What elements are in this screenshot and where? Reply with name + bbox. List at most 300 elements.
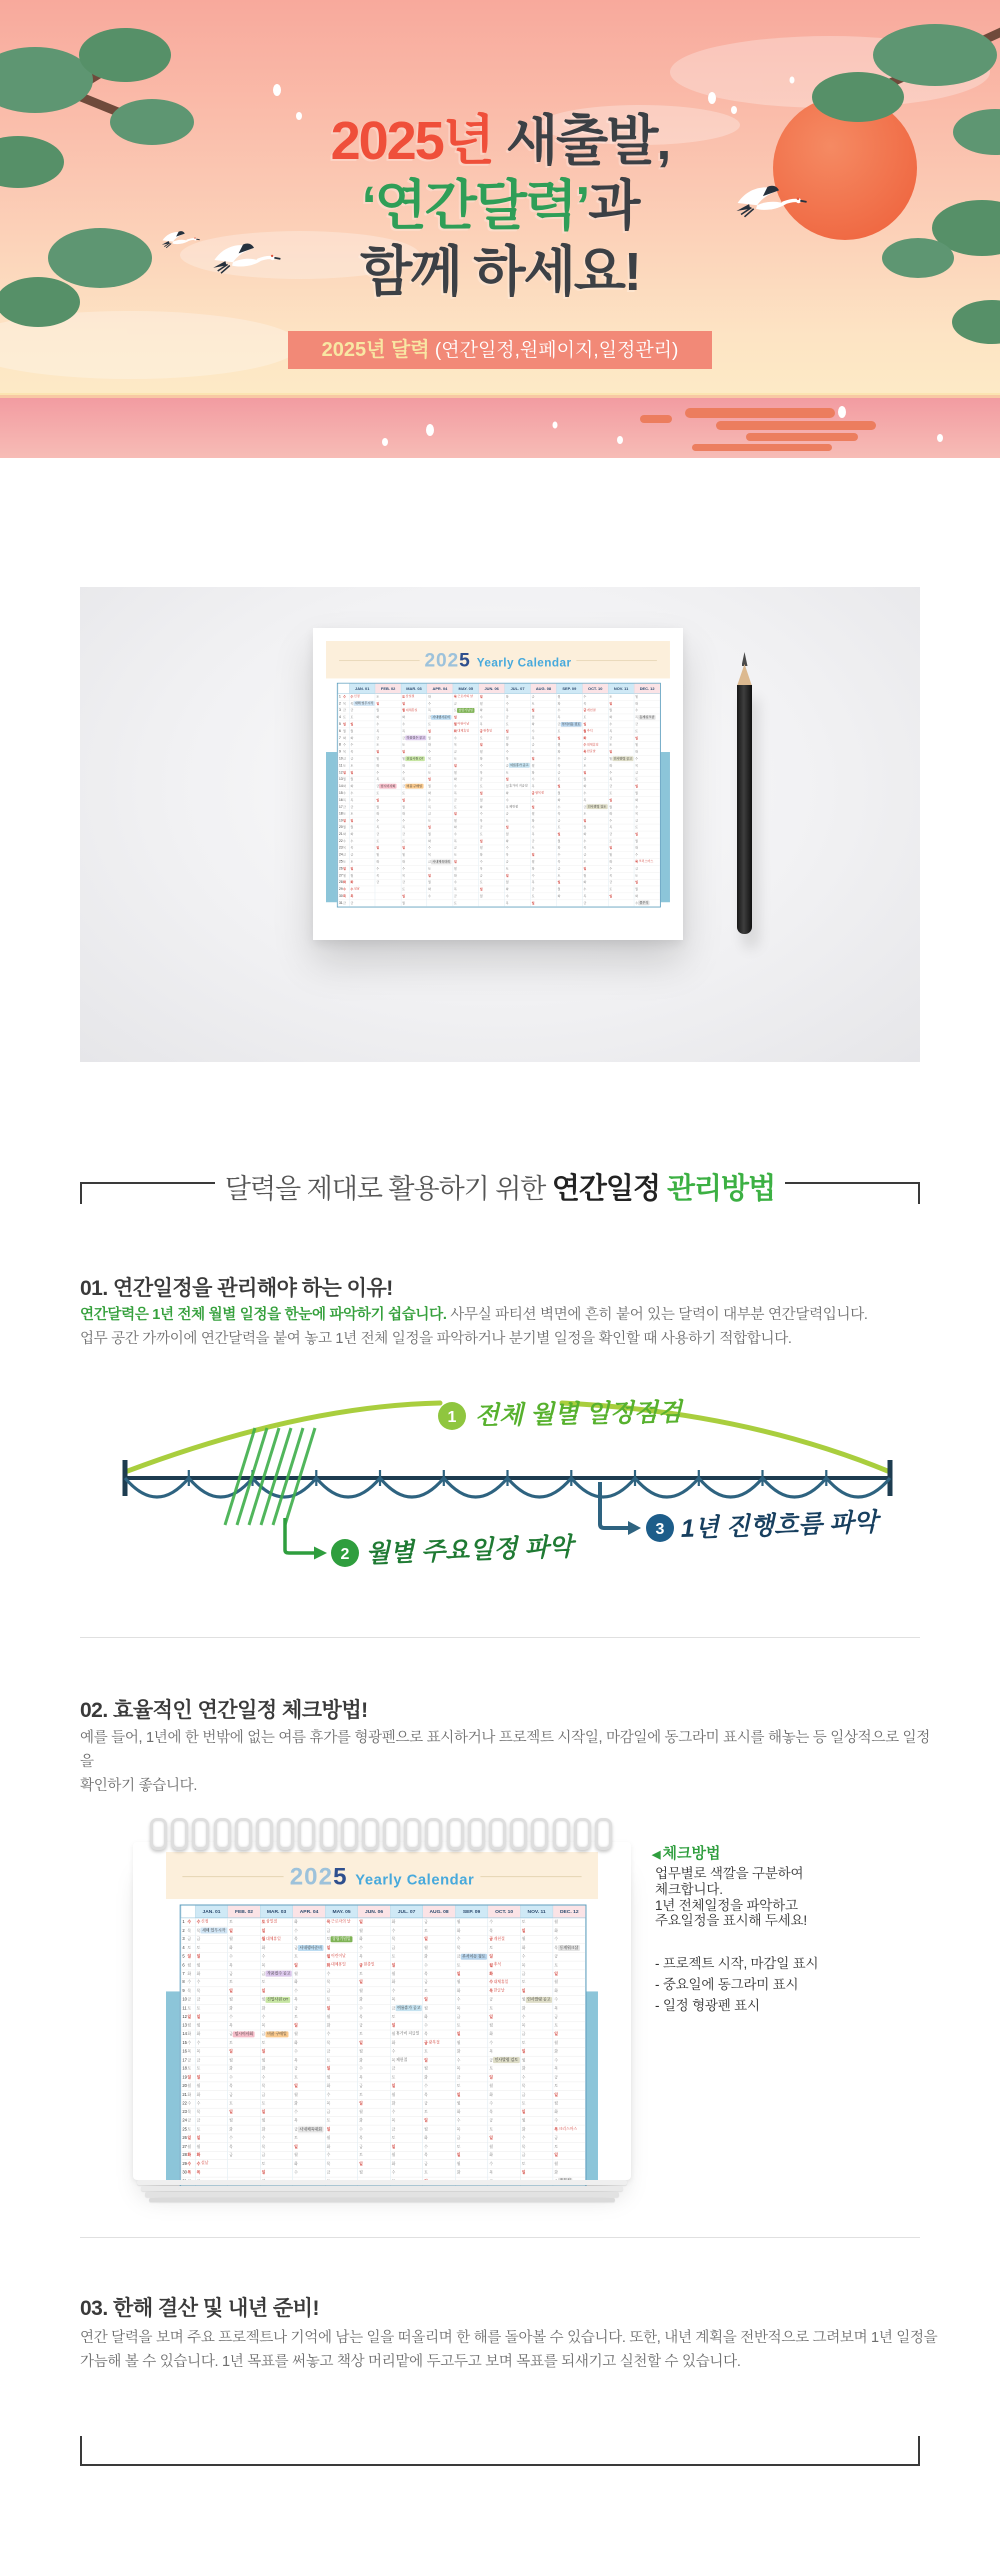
calendar-event: 근로자의 날 [331,1919,351,1924]
calendar-cell: 토 [228,2099,261,2108]
calendar-cell: 수 [634,707,660,714]
calendar-cell: 일 [423,1935,456,1944]
calendar-cell: 일 [195,1952,228,1961]
calendar-cell: 수 [530,728,556,735]
calendar-cell: 목 [260,2022,293,2031]
calendar-cell: 일 [488,2134,521,2143]
calendar-cell: 수 [358,2004,391,2013]
calendar-cell: 금 [349,755,375,762]
calendar-cell: 목 [520,2142,553,2151]
day-number-cell: 2 목 [181,1927,195,1936]
calendar-cell: 일 [553,2091,586,2100]
calendar-cell: 목 [349,845,375,852]
calendar-cell: 월 [479,700,505,707]
calendar-cell: 화 [358,1935,391,1944]
calendar-cell: 토 [488,2004,521,2013]
calendar-cell: 수 [293,1927,326,1936]
calendar-event: 광복절 [535,791,544,795]
calendar-cell: 금 [530,742,556,749]
yearly-calendar-artwork [166,1852,598,2180]
calendar-cell: 목 [325,1978,358,1987]
month-header: JUL. 07 [390,1906,423,1918]
calendar-cell: 화 [634,700,660,707]
calendar-cell: 월 [423,2004,456,2013]
calendar-cell: 수 [520,2134,553,2143]
calendar-event: 비품 구매일 [406,784,423,788]
calendar-cell: 일 [453,810,479,817]
calendar-cell: 수 신정 [349,693,375,700]
calendar-cell: 수 [427,893,453,900]
calendar-cell: 금 [375,879,401,886]
calendar-cell: 수 [455,1996,488,2005]
calendar-cell: 월 [556,790,582,797]
calendar-cell: 토 [423,2108,456,2117]
calendar-cell: 목 동계워크샵 [634,714,660,721]
calendar-cell: 월 [453,769,479,776]
calendar-event: 새해 업무시작 [354,702,374,706]
calendar-year-digit: 2 [424,649,437,672]
calendar-cell: 월 [634,742,660,749]
calendar-cell: 월 [608,707,634,714]
calendar-cell: 금 [453,797,479,804]
calendar-cell: 일 [479,886,505,893]
calendar-event: 개천절 [586,708,596,712]
calendar-cell: 목 [423,2091,456,2100]
calendar-row [181,2073,585,2082]
calendar-row [338,776,660,783]
calendar-cell: 목 [488,2108,521,2117]
calendar-cell: 목 [293,1996,326,2005]
calendar-cell: 수 [488,2039,521,2048]
calendar-cell: 금 [401,879,427,886]
calendar-cell: 금 [228,2091,261,2100]
calendar-cell: 월 [520,2117,553,2126]
calendar-cell: 토 [520,2039,553,2048]
calendar-row [181,2022,585,2031]
calendar-cell: 목 [556,714,582,721]
calendar-cell: 목 한글날 [488,1987,521,1996]
circle-1-number: 1 [447,1409,457,1426]
spiral-ring-icon [362,1818,379,1850]
calendar-cell: 화 [375,762,401,769]
calendar-cell: 일 [582,769,608,776]
calendar-cell: 토 [358,2151,391,2160]
calendar-cell: 금 [553,2013,586,2022]
page-title-green: 관리방법 [667,1173,776,1205]
calendar-cell: 화 [260,2125,293,2134]
calendar-row [181,2151,585,2160]
calendar-cell: 금 [553,1952,586,1961]
calendar-cell: 토 [556,872,582,879]
check-method-items [655,1953,955,2016]
calendar-cell: 월 [556,742,582,749]
calendar-cell: 목 [427,852,453,859]
calendar-row [181,2013,585,2022]
calendar-row [338,790,660,797]
calendar-cell: 토 [228,2039,261,2048]
calendar-cell: 목 [455,2125,488,2134]
calendar-cell: 월 신입사원 OT [401,755,427,762]
calendar-row [181,2030,585,2039]
calendar-cell: 수 [505,700,531,707]
calendar-row [181,2065,585,2074]
calendar-event: 대체휴일 [266,1937,281,1941]
calendar-cell: 목 [520,2022,553,2031]
calendar-cell: 수 [390,2047,423,2056]
month-header: MAY. 05 [453,684,479,694]
calendar-cell: 수 [349,790,375,797]
calendar-cell: 금 [553,2134,586,2143]
calendar-cell: 목 [228,2022,261,2031]
month-header: NOV. 11 [520,1906,553,1918]
day-number-cell: 22수 [338,838,349,845]
calendar-event: 동계워크샵 [639,715,655,719]
bracket-bottom-right-corner [918,2436,920,2466]
spiral-ring-icon [214,1818,231,1850]
calendar-cell: 토 [608,742,634,749]
calendar-cell: 토 [401,790,427,797]
calendar-cell: 수 [530,824,556,831]
calendar-cell: 수 [530,872,556,879]
calendar-cell: 목 [520,1961,553,1970]
day-number-cell: 25토 [181,2125,195,2134]
calendar-row [338,893,660,900]
calendar-cell: 화 [488,1970,521,1979]
calendar-cell: 수 [634,852,660,859]
calendar-year-digit: 0 [304,1862,319,1890]
section1-line1 [80,1303,940,1327]
calendar-cell: 금 사내행사준비 [293,1944,326,1953]
calendar-cell: 목 [488,2047,521,2056]
calendar-title [326,650,670,672]
calendar-cell: 월 [582,776,608,783]
section3-paragraph [80,2326,940,2374]
calendar-cell: 금 [520,2030,553,2039]
calendar-cell: 금 [455,2134,488,2143]
calendar-cell: 일 [427,824,453,831]
spiral-ring-icon [383,1818,400,1850]
calendar-cell: 토 [358,1970,391,1979]
calendar-cell: 화 [375,714,401,721]
calendar-cell: 화 [427,742,453,749]
calendar-cell: 금 [505,810,531,817]
calendar-cell: 월 [260,2056,293,2065]
calendar-cell: 목 [634,762,660,769]
calendar-cell: 토 [505,721,531,728]
calendar-cell: 일 [505,728,531,735]
calendar-cell: 화 [479,755,505,762]
calendar-cell: 수 [401,865,427,872]
calendar-cell: 토 [634,872,660,879]
calendar-cell: 일 [488,2013,521,2022]
calendar-cell: 화 [553,2168,586,2177]
calendar-cell: 화 [325,2082,358,2091]
calendar-cell [427,900,453,907]
calendar-cell: 일 [453,859,479,866]
section1-heading: 01. 연간일정을 관리해야 하는 이유! [80,1277,393,1300]
calendar-cell: 수 [195,1978,228,1987]
calendar-cell: 월 [195,2022,228,2031]
calendar-cell: 일 [427,776,453,783]
calendar-cell: 목 [505,852,531,859]
yearly-calendar-small [326,641,670,905]
calendar-cell: 수 [423,2022,456,2031]
page-edge-3 [145,2192,619,2197]
calendar-cell: 목 [453,742,479,749]
calendar-cell: 금 [293,2004,326,2013]
calendar-cell: 월 [455,2099,488,2108]
calendar-cell: 일 [293,1961,326,1970]
calendar-cell: 화 [530,865,556,872]
calendar-cell: 목 [401,776,427,783]
calendar-event: 대체휴일 [493,1980,509,1985]
calendar-cell: 토 [479,879,505,886]
page-title-gray: 달력을 제대로 활용하기 위한 [224,1174,552,1204]
calendar-cell: 일 [293,2082,326,2091]
calendar-cell: 수 [390,2108,423,2117]
calendar-cell: 금 [195,2056,228,2065]
calendar-cell: 일 [260,2168,293,2177]
calendar-event: 휴가비 지급일 [396,2032,420,2036]
calendar-event: 어린이날 [457,722,470,726]
calendar-cell: 수 [505,845,531,852]
calendar-cell: 화 [556,845,582,852]
calendar-cell: 수 [427,748,453,755]
calendar-event: 창립기념일 [458,708,474,713]
calendar-cell: 화 [195,2091,228,2100]
calendar-cell: 금 [375,735,401,742]
calendar-cell: 목 [553,2004,586,2013]
calendar-cell: 월 대체휴일 [401,707,427,714]
calendar-cell: 화 [390,1918,423,1927]
calendar-cell: 월 [634,886,660,893]
calendar-cell: 목 [195,2168,228,2177]
calendar-row [338,838,660,845]
calendar-cell: 수 [505,748,531,755]
calendar-cell: 금 개천절 [582,707,608,714]
calendar-cell: 월 어린이날 [453,721,479,728]
calendar-cell: 일 [553,2030,586,2039]
calendar-cell: 화 [479,804,505,811]
calendar-cell: 금 [608,879,634,886]
banner-title-line3: 함께 하세요! [360,242,640,302]
calendar-event: 작품접수 공고 [267,1971,291,1976]
calendar-product-button[interactable] [288,331,712,369]
calendar-event: 대체휴일 [405,708,418,712]
calendar-cell: 금 [325,2047,358,2056]
calendar-cell: 수 [423,2082,456,2091]
section2-line2: 확인하기 좋습니다. [80,1778,198,1794]
calendar-cell: 토 [553,2142,586,2151]
calendar-row [338,859,660,866]
calendar-cell: 금 [520,2151,553,2160]
month-header: APR. 04 [293,1906,326,1918]
day-number-cell: 17금 [338,804,349,811]
calendar-cell: 월 [455,1918,488,1927]
calendar-cell: 일 [401,700,427,707]
calendar-cell: 월 [260,2117,293,2126]
calendar-cell: 금 [479,872,505,879]
calendar-cell: 목 [582,845,608,852]
circle-2-number: 2 [340,1546,350,1563]
calendar-cell: 수 [455,2056,488,2065]
calendar-cell: 목 [488,2168,521,2177]
calendar-cell: 일 [479,790,505,797]
calendar-cell: 목 한글날 [582,748,608,755]
calendar-cell: 금 [479,824,505,831]
calendar-cell: 일 [228,1987,261,1996]
calendar-event: 신입사원 OT [267,1997,289,2002]
calendar-cell: 화 [455,2047,488,2056]
calendar-cell: 금 여름휴가 공고 [505,763,529,768]
calendar-cell: 목 [608,872,634,879]
calendar-cell: 토 삼일절 [260,1918,293,1927]
calendar-event: 광복절 [428,2040,440,2045]
calendar-cell: 화 [520,2004,553,2013]
calendar-cell: 수 [505,797,531,804]
calendar-cell: 수 [390,2168,423,2177]
calendar-cell: 월 [453,817,479,824]
calendar-cell: 금 [520,2091,553,2100]
calendar-cell: 일 [358,1978,391,1987]
calendar-cell: 토 [349,810,375,817]
calendar-cell: 토 [455,2022,488,2031]
calendar-cell: 수 [556,755,582,762]
calendar-cell: 토 [634,776,660,783]
calendar-cell: 화 [453,824,479,831]
calendar-cell: 수 [453,879,479,886]
day-number-cell: 27월 [181,2142,195,2151]
spiral-ring-icon [256,1818,273,1850]
calendar-header-band [166,1852,598,1899]
calendar-cell: 목 [260,2082,293,2091]
calendar-cell: 토 [553,2022,586,2031]
calendar-cell: 일 [358,1918,391,1927]
calendar-cell: 일 [358,2099,391,2108]
calendar-cell: 화 [293,2160,326,2169]
calendar-year-digit: 0 [436,649,448,672]
calendar-cell: 목 [530,783,556,790]
calendar-cell: 월 [530,859,556,866]
calendar-cell: 화 [390,2039,423,2048]
calendar-cell: 금 [390,1944,423,1953]
day-number-cell: 11토 [338,762,349,769]
check-line-4: 주요일정을 표시해 두세요! [655,1913,807,1929]
section3-line2: 가늠해 볼 수 있습니다. 1년 목표를 써놓고 책상 머리맡에 두고두고 보며 목표를 되새기고 실천할 수 있습니다. [80,2354,741,2370]
calendar-row [181,1952,585,1961]
calendar-cell: 월 [553,2099,586,2108]
calendar-cell: 금 작품접수 공고 [402,736,426,740]
calendar-cell: 화 [390,2099,423,2108]
calendar-cell: 화 [358,2056,391,2065]
calendar-cell: 월 추석 [488,1961,521,1970]
calendar-cell: 화 [427,790,453,797]
calendar-cell: 화 [505,742,531,749]
calendar-cell: 일 [423,1996,456,2005]
calendar-cell: 토 [423,2168,456,2177]
calendar-cell: 화 [553,1927,586,1936]
month-header: FEB. 02 [375,684,401,694]
calendar-row [181,2099,585,2108]
calendar-cell [375,893,401,900]
calendar-cell: 금 [634,769,660,776]
calendar-cell: 목 [358,2134,391,2143]
spiral-ring-icon [277,1818,294,1850]
calendar-cell [375,886,401,893]
calendar-cell: 수 [479,762,505,769]
day-number-cell: 28화 [338,879,349,886]
calendar-cell: 일 [423,2117,456,2126]
calendar-cell: 일 [556,783,582,790]
calendar-cell: 토 [228,1978,261,1987]
calendar-cell: 토 [349,859,375,866]
spiral-ring-icon [510,1818,527,1850]
calendar-cell: 목 [608,824,634,831]
calendar-cell: 토 [228,1918,261,1927]
calendar-cell: 금 비품 구매일 [260,2030,293,2039]
calendar-cell: 일 [520,1987,553,1996]
calendar-cell: 월 [427,879,453,886]
calendar-cell: 화 [401,859,427,866]
calendar-cell: 목 [608,776,634,783]
calendar-row [338,845,660,852]
calendar-cell: 금 [423,1918,456,1927]
calendar-cell: 월 [479,893,505,900]
calendar-cell: 일 [553,1970,586,1979]
calendar-event: 사내행사준비 [299,1945,322,1950]
calendar-cell: 목 [293,2117,326,2126]
day-number-cell: 25토 [338,859,349,866]
calendar-cell: 월 [556,886,582,893]
timeline-diagram [0,1390,1000,1580]
calendar-cell: 수 대체휴일 [582,742,608,749]
calendar-cell: 토 [375,790,401,797]
calendar-cell: 화 [582,735,608,742]
calendar-cell: 일 [401,748,427,755]
calendar-cell: 토 [530,797,556,804]
calendar-cell: 일 [520,2168,553,2177]
calendar-event: 임시이사회 [234,2032,254,2037]
calendar-cell: 토 삼일절 [401,693,427,700]
day-number-cell: 13월 [181,2022,195,2031]
month-header: MAY. 05 [325,1906,358,1918]
calendar-event: 현충일 [483,729,493,733]
calendar-cell: 토 [556,776,582,783]
calendar-cell: 월 [195,2142,228,2151]
calendar-cell: 화 [195,2030,228,2039]
calendar-cell: 일 [520,1927,553,1936]
calendar-cell: 일 [401,797,427,804]
calendar-cell: 월 [293,1970,326,1979]
calendar-event: 대체휴일 [457,729,470,733]
calendar-cell: 일 [455,2030,488,2039]
calendar-cell: 목 [195,1987,228,1996]
calendar-event: 인사발령 검토 [587,805,607,809]
calendar-cell: 일 [634,879,660,886]
calendar-cell: 화 [293,2039,326,2048]
day-number-cell: 22수 [181,2099,195,2108]
calendar-cell: 월 [488,2082,521,2091]
calendar-cell: 화 [260,2065,293,2074]
calendar-cell: 월 [390,2091,423,2100]
check-item-3: - 일정 형광펜 표시 [655,1998,760,2013]
calendar-event: 신입사원 OT [406,757,424,761]
calendar-cell: 수 [427,845,453,852]
calendar-cell: 월 [520,1935,553,1944]
check-method-title [652,1842,720,1863]
calendar-cell: 금 [228,2151,261,2160]
calendar-cell: 월 [349,776,375,783]
